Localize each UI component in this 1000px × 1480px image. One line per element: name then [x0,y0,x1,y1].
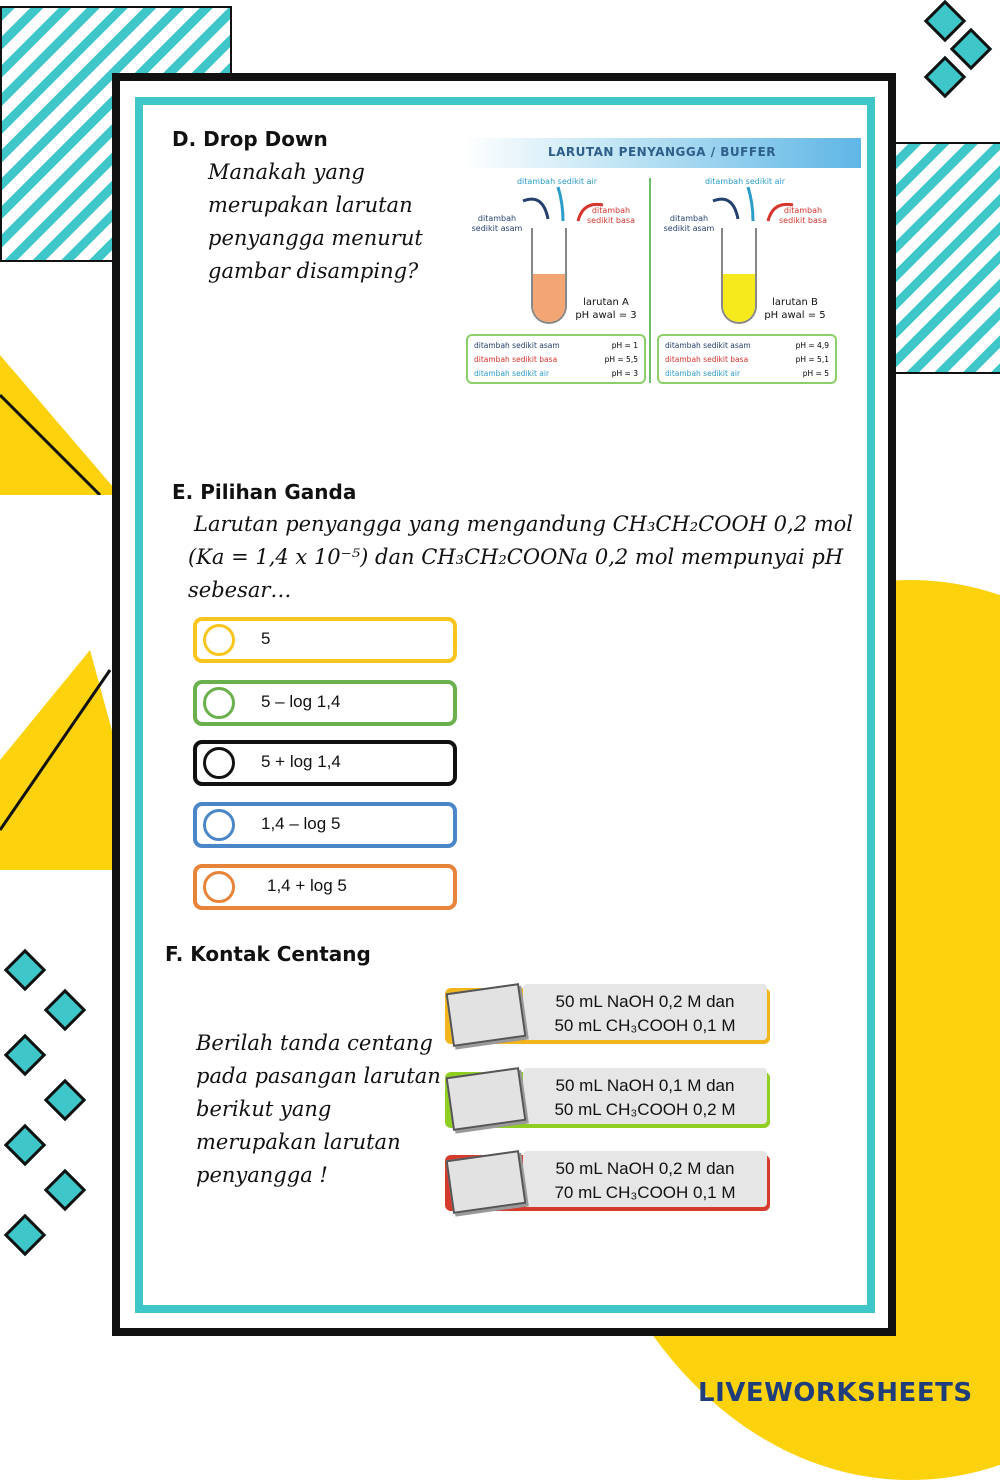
radio-circle-icon[interactable] [203,809,235,841]
figure-right-arrows [708,183,798,228]
radio-circle-icon[interactable] [203,871,235,903]
section-f-question: Berilah tanda centang pada pasangan larutan berikut yang merupakan larutan penyangga ! [196,1031,441,1187]
radio-circle-icon[interactable] [203,747,235,779]
figure-right-results: ditambah sedikit asam pH = 4,9 ditambah sedikit basa pH = 5,1 ditambah sedikit air pH = 5 [657,334,837,384]
decor-tile [950,28,992,70]
option-c[interactable] [193,740,457,786]
checkbox-icon[interactable] [446,983,527,1047]
decor-tile [4,1214,46,1256]
figure-left-base-label: ditambah sedikit basa [587,206,635,225]
figure-left-acid-label: ditambah sedikit asam [471,214,523,233]
tube-fill [533,274,565,322]
option-d[interactable] [193,802,457,848]
check-item-text: 50 mL NaOH 0,2 M dan 50 mL CH₃COOH 0,1 M [554,992,736,1035]
figure-left-top-label: ditambah sedikit air [516,177,598,186]
option-label: 1,4 – log 5 [261,814,341,833]
check-item-text: 50 mL NaOH 0,2 M dan 70 mL CH₃COOH 0,1 M [554,1159,736,1202]
check-item-3[interactable] [445,1151,770,1221]
decor-tile [44,989,86,1031]
option-label: 5 [261,629,271,648]
figure-title: LARUTAN PENYANGGA / BUFFER [547,145,777,159]
decor-tile [4,1034,46,1076]
option-label: 5 + log 1,4 [261,752,341,771]
tube-fill [723,274,755,322]
decor-stripes-right [880,142,1000,374]
liveworksheets-logo: LIVEWORKSHEETS [698,1378,973,1408]
figure-left-results: ditambah sedikit asam pH = 1 ditambah sedikit basa pH = 5,5 ditambah sedikit air pH = 3 [466,334,646,384]
checkbox-icon[interactable] [446,1150,527,1214]
figure-right-base-label: ditambah sedikit basa [779,206,827,225]
radio-circle-icon[interactable] [203,687,235,719]
figure-right-top-label: ditambah sedikit air [704,177,786,186]
check-item-2[interactable] [445,1068,770,1138]
section-d-question: Manakah yang merupakan larutan penyangga menurut gambar disamping? [208,160,423,283]
figure-left-arrows [518,183,608,228]
check-item-1[interactable] [445,984,770,1054]
buffer-figure [463,138,863,388]
section-e-title: E. Pilihan Ganda [172,480,357,504]
decor-tile [4,1124,46,1166]
option-a[interactable] [193,617,457,663]
option-label: 1,4 + log 5 [267,876,347,895]
section-e-question: Larutan penyangga yang mengandung CH₃CH₂COOH 0,2 mol (Ka = 1,4 x 10⁻⁵) dan CH₃CH₂COONa 0,2 mol mempunyai pH sebesar… [188,512,853,602]
option-e[interactable] [193,864,457,910]
decor-tile [924,56,966,98]
decor-tile [4,949,46,991]
figure-left-solution: larutan A pH awal = 3 [575,297,637,321]
decor-tile [44,1079,86,1121]
option-label: 5 – log 1,4 [261,692,341,711]
figure-divider [649,178,651,383]
figure-left-tube [531,228,567,324]
decor-triangle-top [0,355,120,495]
decor-tile [924,0,966,42]
section-f-title: F. Kontak Centang [165,942,371,966]
figure-right-tube [721,228,757,324]
option-b[interactable] [193,680,457,726]
radio-circle-icon[interactable] [203,624,235,656]
section-d-title: D. Drop Down [172,127,328,151]
figure-right-solution: larutan B pH awal = 5 [764,297,826,321]
decor-tile [44,1169,86,1211]
checkbox-icon[interactable] [446,1067,527,1131]
figure-right-acid-label: ditambah sedikit asam [663,214,715,233]
check-item-text: 50 mL NaOH 0,1 M dan 50 mL CH₃COOH 0,2 M [554,1076,736,1119]
